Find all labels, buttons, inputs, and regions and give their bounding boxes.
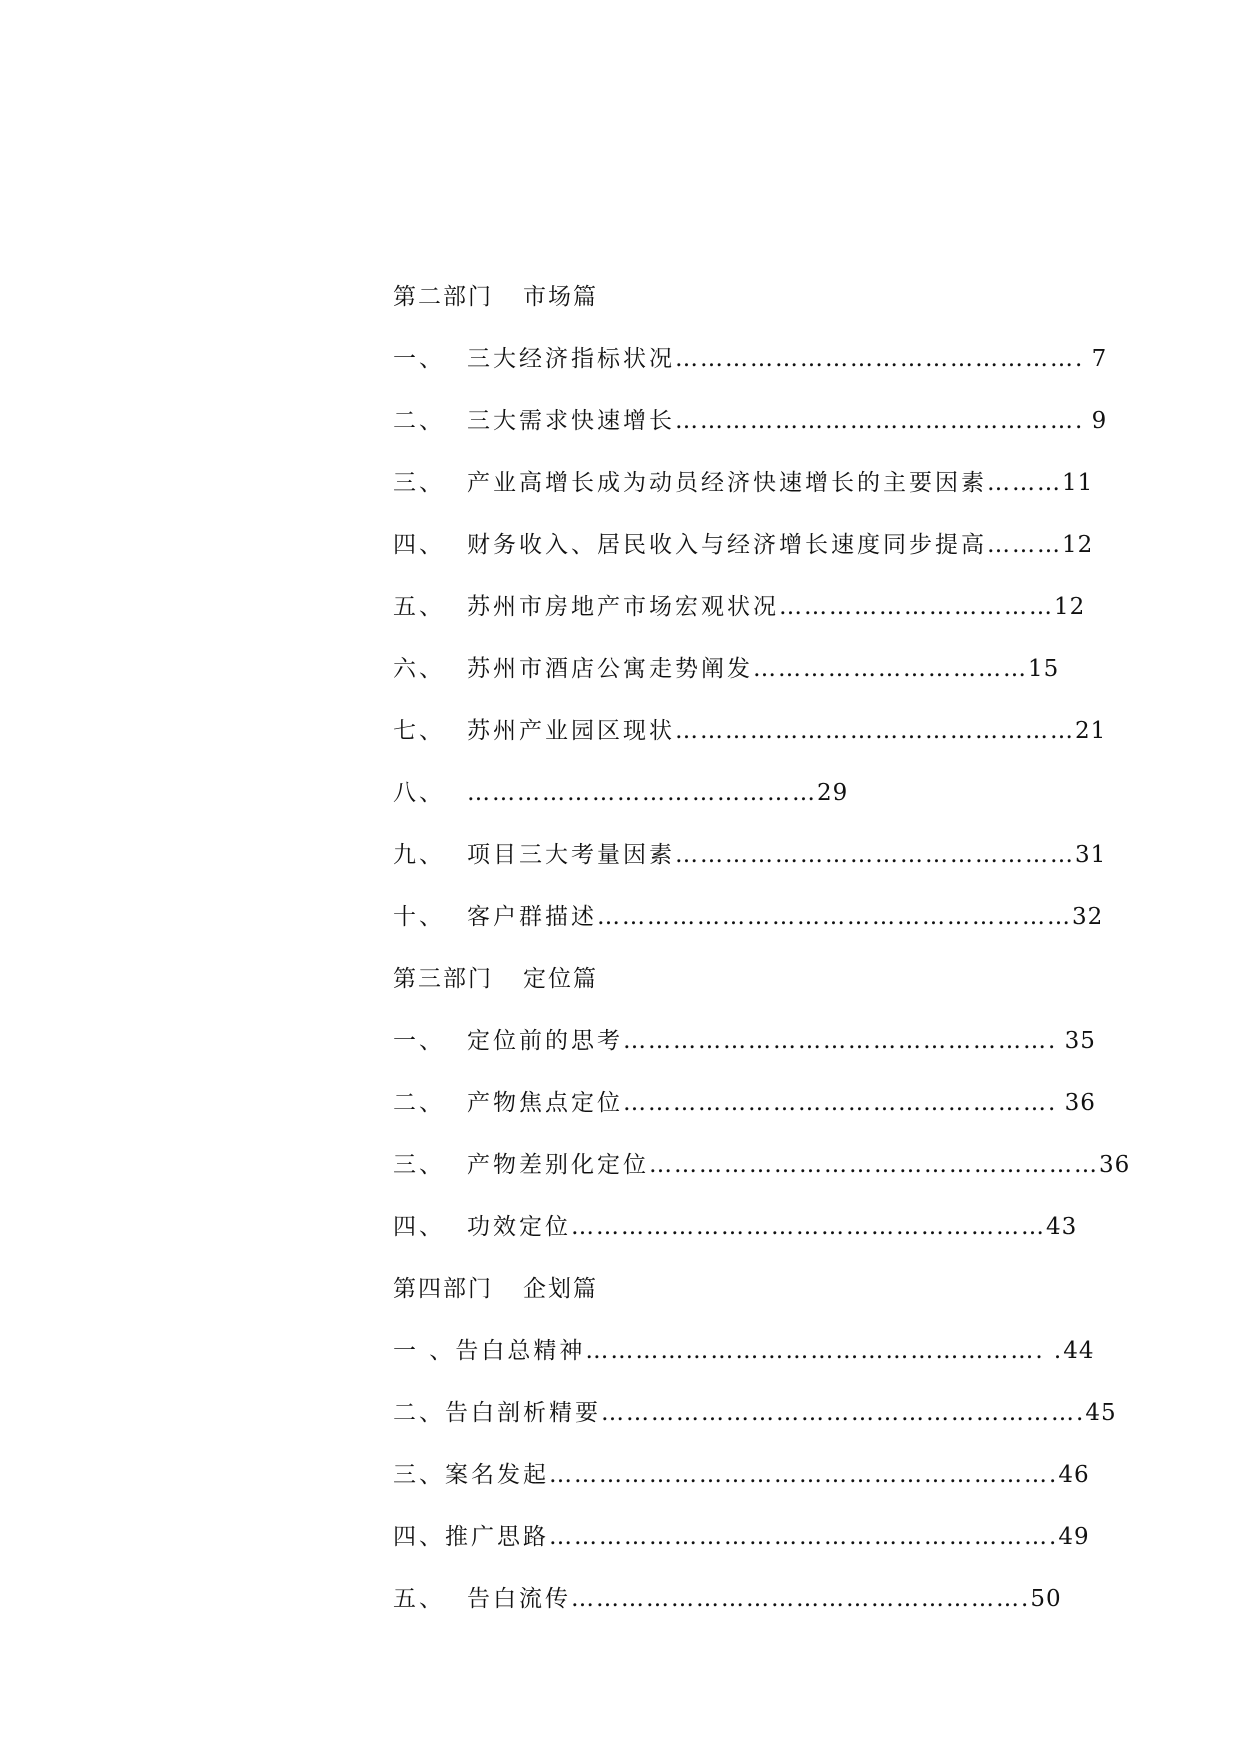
section-heading-part4 [393, 1274, 1113, 1336]
toc-entry[interactable] [393, 1088, 1113, 1150]
entry-page-number: . 36 [1048, 1090, 1096, 1116]
entry-title: 苏州产业园区现状 [467, 718, 675, 744]
entry-leader-dots: ……… [987, 470, 1062, 496]
entry-title: 推广思路 [445, 1524, 549, 1550]
toc-entry[interactable] [393, 1398, 1117, 1460]
entry-number: 二、 [393, 1090, 445, 1116]
entry-number: 三、 [393, 1152, 445, 1178]
entry-page-number: 12 [1054, 594, 1086, 620]
entry-title: 三大经济指标状况 [467, 346, 675, 372]
entry-number: 五、 [393, 1586, 445, 1612]
toc-entry[interactable] [393, 716, 1113, 778]
section-heading-name: 企划篇 [523, 1276, 598, 1302]
toc-entry[interactable] [393, 778, 1113, 840]
entry-page-number: 21 [1075, 718, 1107, 744]
entry-number: 一、 [393, 346, 445, 372]
entry-title: 项目三大考量因素 [467, 842, 675, 868]
entry-leader-dots: …………………………………………… [623, 1028, 1048, 1054]
entry-leader-dots: ………………………………………… [675, 408, 1075, 434]
table-of-contents [393, 282, 1131, 1646]
entry-page-number: 49 [1058, 1524, 1090, 1550]
entry-leader-dots: …………………………………… [467, 780, 817, 806]
entry-page-number: . 9 [1075, 408, 1108, 434]
entry-page-number: 44 [1063, 1338, 1095, 1364]
entry-leader-dots: ……………………………………………………. [549, 1462, 1059, 1488]
toc-entry[interactable] [393, 344, 1113, 406]
entry-number: 九、 [393, 842, 445, 868]
entry-title: 三大需求快速增长 [467, 408, 675, 434]
entry-leader-dots: ………………………………………… [675, 346, 1075, 372]
entry-page-number: 12 [1062, 532, 1094, 558]
entry-title: 告白流传 [467, 1586, 571, 1612]
section-heading-label: 第三部门 [393, 966, 493, 992]
entry-title: 案名发起 [445, 1462, 549, 1488]
entry-leader-dots: ………………………………………………. . [585, 1338, 1064, 1364]
entry-title: 告白剖析精要 [445, 1400, 601, 1426]
entry-number: 七、 [393, 718, 445, 744]
entry-title: 定位前的思考 [467, 1028, 623, 1054]
section-heading-name: 市场篇 [523, 284, 598, 310]
toc-entry[interactable] [393, 1150, 1131, 1212]
entry-title: 产物差别化定位 [467, 1152, 649, 1178]
entry-number: 八、 [393, 780, 445, 806]
section-heading-part3 [393, 964, 1113, 1026]
toc-entry[interactable] [393, 406, 1113, 468]
entry-number: 六、 [393, 656, 445, 682]
entry-number: 三、 [393, 1462, 445, 1488]
section-heading-part2 [393, 282, 1113, 344]
entry-leader-dots: ………………………………………… [675, 842, 1075, 868]
toc-entry[interactable] [393, 1026, 1113, 1088]
entry-page-number: 50 [1030, 1586, 1062, 1612]
toc-entry[interactable] [393, 1336, 1113, 1398]
entry-title: 产业高增长成为动员经济快速增长的主要因素 [467, 470, 987, 496]
toc-entry[interactable] [393, 902, 1113, 964]
entry-page-number: 45 [1085, 1400, 1117, 1426]
entry-leader-dots: ………………………………………………. [571, 1586, 1031, 1612]
section-heading-name: 定位篇 [523, 966, 598, 992]
toc-entry[interactable] [393, 1460, 1113, 1522]
entry-title: 告白总精神 [455, 1338, 586, 1364]
toc-entry[interactable] [393, 468, 1113, 530]
entry-page-number: 46 [1058, 1462, 1090, 1488]
section-heading-label: 第二部门 [393, 284, 493, 310]
entry-page-number: 43 [1046, 1214, 1078, 1240]
entry-page-number: . 35 [1048, 1028, 1096, 1054]
entry-leader-dots: ……… [987, 532, 1062, 558]
entry-number: 五、 [393, 594, 445, 620]
entry-page-number: 36 [1099, 1152, 1131, 1178]
toc-entry[interactable] [393, 1212, 1113, 1274]
entry-leader-dots: ………………………………………………… [597, 904, 1072, 930]
entry-number: 四、 [393, 532, 445, 558]
entry-number: 四、 [393, 1524, 445, 1550]
entry-number: 四、 [393, 1214, 445, 1240]
entry-leader-dots: ……………………………………………………. [549, 1524, 1059, 1550]
entry-leader-dots: ………………………………………… [675, 718, 1075, 744]
toc-entry[interactable] [393, 1584, 1113, 1646]
entry-page-number: 11 [1062, 470, 1094, 496]
toc-entry[interactable] [393, 592, 1113, 654]
entry-leader-dots: ……………………………………………… [649, 1152, 1099, 1178]
entry-page-number: 31 [1075, 842, 1107, 868]
entry-title: 产物焦点定位 [467, 1090, 623, 1116]
entry-leader-dots: ………………………………………………… [571, 1214, 1046, 1240]
entry-number: 十、 [393, 904, 445, 930]
section-heading-label: 第四部门 [393, 1276, 493, 1302]
entry-title: 苏州市房地产市场宏观状况 [467, 594, 779, 620]
toc-entry[interactable] [393, 1522, 1113, 1584]
entry-leader-dots: …………………………………………………. [601, 1400, 1086, 1426]
entry-leader-dots: …………………………… [753, 656, 1028, 682]
toc-entry[interactable] [393, 840, 1113, 902]
entry-title: 苏州市酒店公寓走势阐发 [467, 656, 753, 682]
entry-number: 二、 [393, 408, 445, 434]
entry-leader-dots: …………………………… [779, 594, 1054, 620]
toc-entry[interactable] [393, 530, 1113, 592]
entry-number: 一 、 [393, 1338, 456, 1364]
entry-number: 三、 [393, 470, 445, 496]
entry-page-number: 15 [1028, 656, 1060, 682]
entry-page-number: 29 [817, 780, 849, 806]
toc-entry[interactable] [393, 654, 1113, 716]
entry-page-number: . 7 [1075, 346, 1108, 372]
entry-title: 财务收入、居民收入与经济增长速度同步提高 [467, 532, 987, 558]
entry-title: 功效定位 [467, 1214, 571, 1240]
entry-number: 一、 [393, 1028, 445, 1054]
entry-leader-dots: …………………………………………… [623, 1090, 1048, 1116]
entry-page-number: 32 [1072, 904, 1104, 930]
entry-number: 二、 [393, 1400, 445, 1426]
entry-title: 客户群描述 [467, 904, 597, 930]
